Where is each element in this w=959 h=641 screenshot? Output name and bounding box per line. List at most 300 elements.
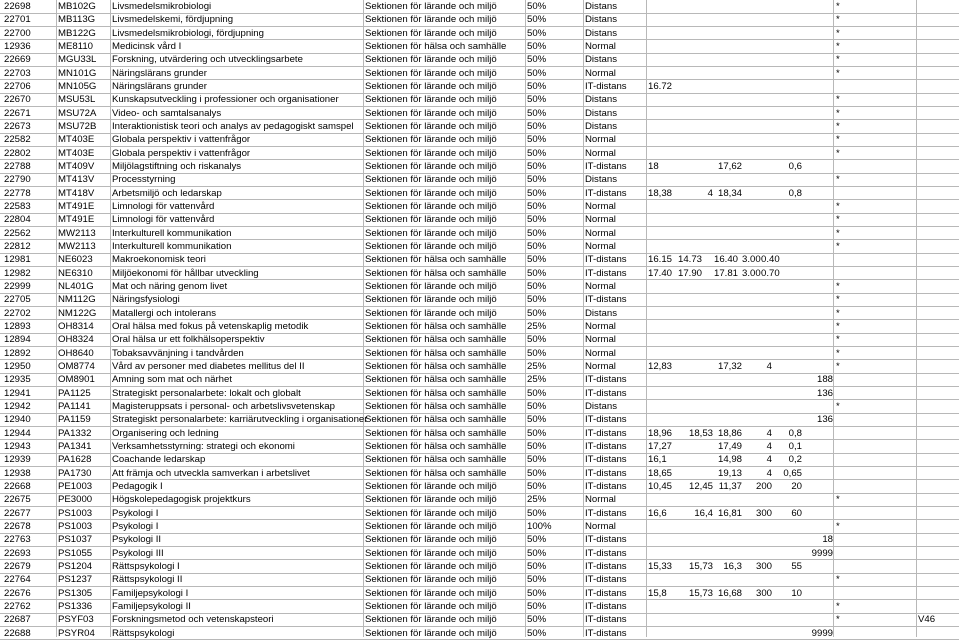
cell-star: * bbox=[836, 174, 840, 186]
cell-score-3: 17,32 bbox=[717, 360, 742, 372]
cell-course-code: MT413V bbox=[58, 174, 95, 186]
cell-course-code: PS1336 bbox=[58, 600, 93, 612]
cell-course-code: MGU33L bbox=[58, 54, 97, 66]
cell-course-code: PA1628 bbox=[58, 454, 92, 466]
cell-course-id: 12936 bbox=[4, 40, 31, 52]
cell-course-name: Psykologi III bbox=[112, 547, 164, 559]
cell-course-name: Näringslärans grunder bbox=[112, 80, 207, 92]
cell-course-name: Att främja och utveckla samverkan i arbetslivet bbox=[112, 467, 310, 479]
cell-form: Normal bbox=[585, 320, 616, 332]
cell-course-code: PA1341 bbox=[58, 440, 92, 452]
cell-course-id: 12938 bbox=[4, 467, 31, 479]
cell-star: * bbox=[836, 227, 840, 239]
cell-department: Sektionen för hälsa och samhälle bbox=[365, 440, 507, 452]
cell-pace: 50% bbox=[527, 147, 547, 159]
cell-star: * bbox=[836, 280, 840, 292]
cell-course-code: PS1305 bbox=[58, 587, 93, 599]
cell-form: Normal bbox=[585, 214, 616, 226]
cell-course-name: Högskolepedagogisk projektkurs bbox=[112, 494, 251, 506]
cell-course-id: 12982 bbox=[4, 267, 31, 279]
cell-department: Sektionen för lärande och miljö bbox=[365, 587, 497, 599]
cell-department: Sektionen för lärande och miljö bbox=[365, 160, 497, 172]
cell-department: Sektionen för lärande och miljö bbox=[365, 187, 497, 199]
cell-course-id: 12944 bbox=[4, 427, 31, 439]
cell-course-code: PS1037 bbox=[58, 534, 93, 546]
cell-course-id: 22671 bbox=[4, 107, 31, 119]
cell-course-id: 22562 bbox=[4, 227, 31, 239]
cell-course-name: Interkulturell kommunikation bbox=[112, 227, 232, 239]
cell-score-4: 300 bbox=[755, 560, 772, 572]
cell-course-id: 22687 bbox=[4, 614, 31, 626]
cell-score-4: 3.00 bbox=[742, 267, 761, 279]
cell-course-name: Livsmedelskemi, fördjupning bbox=[112, 14, 234, 26]
cell-star: * bbox=[836, 14, 840, 26]
cell-department: Sektionen för lärande och miljö bbox=[365, 547, 497, 559]
cell-course-name: Limnologi för vattenvård bbox=[112, 200, 215, 212]
cell-course-id: 12940 bbox=[4, 414, 31, 426]
cell-department: Sektionen för lärande och miljö bbox=[365, 520, 497, 532]
cell-score-1: 16,1 bbox=[648, 454, 667, 466]
cell-score-1: 16,6 bbox=[648, 507, 667, 519]
cell-course-id: 22668 bbox=[4, 480, 31, 492]
cell-course-name: Makroekonomisk teori bbox=[112, 254, 206, 266]
cell-course-code: MSU72B bbox=[58, 120, 97, 132]
cell-department: Sektionen för lärande och miljö bbox=[365, 560, 497, 572]
cell-score-5: 0.40 bbox=[761, 254, 780, 266]
cell-course-code: NE6023 bbox=[58, 254, 93, 266]
cell-course-name: Verksamhetsstyrning: strategi och ekonomi bbox=[112, 440, 295, 452]
cell-department: Sektionen för lärande och miljö bbox=[365, 600, 497, 612]
cell-form: IT-distans bbox=[585, 507, 627, 519]
cell-department: Sektionen för lärande och miljö bbox=[365, 614, 497, 626]
cell-department: Sektionen för lärande och miljö bbox=[365, 67, 497, 79]
cell-department: Sektionen för hälsa och samhälle bbox=[365, 347, 507, 359]
cell-course-name: Rättspsykologi II bbox=[112, 574, 183, 586]
cell-course-name: Magisteruppsats i personal- och arbetslivsvetenskap bbox=[112, 400, 335, 412]
cell-course-code: MW2113 bbox=[58, 227, 96, 239]
cell-course-name: Medicinsk vård I bbox=[112, 40, 182, 52]
cell-course-name: Vård av personer med diabetes mellitus del II bbox=[112, 360, 305, 372]
cell-score-3: 16,68 bbox=[717, 587, 742, 599]
cell-course-name: Processtyrning bbox=[112, 174, 176, 186]
cell-course-id: 22582 bbox=[4, 134, 31, 146]
cell-pace: 50% bbox=[527, 574, 547, 586]
cell-course-id: 22701 bbox=[4, 14, 31, 26]
cell-department: Sektionen för hälsa och samhälle bbox=[365, 387, 507, 399]
cell-score-4: 4 bbox=[766, 427, 772, 439]
cell-score-4: 4 bbox=[766, 467, 772, 479]
cell-pace: 50% bbox=[527, 214, 547, 226]
cell-pace: 50% bbox=[527, 334, 547, 346]
cell-course-code: MB122G bbox=[58, 27, 96, 39]
cell-score-2: 15,73 bbox=[688, 587, 713, 599]
cell-department: Sektionen för hälsa och samhälle bbox=[365, 414, 507, 426]
cell-score-3: 19,13 bbox=[717, 467, 742, 479]
cell-course-code: PSYR04 bbox=[58, 627, 95, 639]
cell-course-code: MT418V bbox=[58, 187, 95, 199]
cell-score-5: 0,1 bbox=[788, 440, 802, 452]
cell-score-5: 20 bbox=[791, 480, 802, 492]
cell-form: Normal bbox=[585, 240, 616, 252]
cell-course-id: 22764 bbox=[4, 574, 31, 586]
cell-course-name: Globala perspektiv i vattenfrågor bbox=[112, 147, 251, 159]
cell-pace: 50% bbox=[527, 534, 547, 546]
cell-course-name: Strategiskt personalarbete: lokalt och globalt bbox=[112, 387, 301, 399]
cell-course-code: NL401G bbox=[58, 280, 94, 292]
cell-department: Sektionen för lärande och miljö bbox=[365, 507, 497, 519]
cell-form: IT-distans bbox=[585, 600, 627, 612]
cell-course-name: Miljöekonomi för hållbar utveckling bbox=[112, 267, 259, 279]
cell-score-5: 0,6 bbox=[788, 160, 802, 172]
cell-course-code: OM8774 bbox=[58, 360, 95, 372]
cell-department: Sektionen för lärande och miljö bbox=[365, 534, 497, 546]
cell-pace: 50% bbox=[527, 387, 547, 399]
cell-course-id: 12950 bbox=[4, 360, 31, 372]
cell-course-id: 12941 bbox=[4, 387, 31, 399]
cell-course-id: 12943 bbox=[4, 440, 31, 452]
cell-form: Normal bbox=[585, 520, 616, 532]
cell-pace: 50% bbox=[527, 240, 547, 252]
cell-form: Normal bbox=[585, 134, 616, 146]
cell-course-code: PS1237 bbox=[58, 574, 93, 586]
cell-score-3: 17,62 bbox=[717, 160, 742, 172]
cell-pace: 50% bbox=[527, 267, 547, 279]
cell-course-name: Psykologi I bbox=[112, 507, 159, 519]
cell-department: Sektionen för lärande och miljö bbox=[365, 627, 497, 639]
cell-course-name: Tobaksavvänjning i tandvården bbox=[112, 347, 244, 359]
cell-form: Distans bbox=[585, 94, 617, 106]
cell-form: Distans bbox=[585, 107, 617, 119]
cell-pace: 50% bbox=[527, 507, 547, 519]
cell-pace: 100% bbox=[527, 520, 552, 532]
cell-form: Normal bbox=[585, 200, 616, 212]
cell-pace: 50% bbox=[527, 120, 547, 132]
cell-course-id: 22693 bbox=[4, 547, 31, 559]
cell-form: IT-distans bbox=[585, 440, 627, 452]
cell-department: Sektionen för hälsa och samhälle bbox=[365, 40, 507, 52]
cell-score-3: 17,49 bbox=[717, 440, 742, 452]
cell-score-7: 136 bbox=[816, 387, 833, 399]
cell-form: IT-distans bbox=[585, 414, 627, 426]
cell-score-3: 18,86 bbox=[717, 427, 742, 439]
cell-course-name: Livsmedelsmikrobiologi bbox=[112, 1, 212, 12]
cell-pace: 50% bbox=[527, 80, 547, 92]
cell-score-2: 4 bbox=[707, 187, 713, 199]
cell-form: Distans bbox=[585, 14, 617, 26]
cell-star: * bbox=[836, 520, 840, 532]
cell-form: Distans bbox=[585, 120, 617, 132]
cell-score-5: 10 bbox=[791, 587, 802, 599]
cell-department: Sektionen för hälsa och samhälle bbox=[365, 254, 507, 266]
cell-pace: 50% bbox=[527, 107, 547, 119]
cell-course-name: Strategiskt personalarbete: karriärutveckling i organisationer bbox=[112, 414, 368, 426]
cell-course-name: Forskningsmetod och vetenskapsteori bbox=[112, 614, 274, 626]
cell-course-id: 22802 bbox=[4, 147, 31, 159]
cell-score-3: 16,3 bbox=[723, 560, 742, 572]
cell-score-7: 9999 bbox=[811, 547, 833, 559]
cell-course-code: PSYF03 bbox=[58, 614, 94, 626]
cell-department: Sektionen för lärande och miljö bbox=[365, 307, 497, 319]
cell-course-name: Miljölagstiftning och riskanalys bbox=[112, 160, 242, 172]
cell-course-id: 22762 bbox=[4, 600, 31, 612]
cell-pace: 50% bbox=[527, 160, 547, 172]
cell-star: * bbox=[836, 360, 840, 372]
cell-course-code: PE1003 bbox=[58, 480, 93, 492]
cell-star: * bbox=[836, 54, 840, 66]
cell-pace: 50% bbox=[527, 14, 547, 26]
cell-course-code: MN101G bbox=[58, 67, 97, 79]
cell-score-7: 9999 bbox=[811, 627, 833, 639]
grid-row-line bbox=[0, 639, 959, 640]
cell-course-code: PA1730 bbox=[58, 467, 92, 479]
cell-star: * bbox=[836, 107, 840, 119]
cell-course-name: Pedagogik I bbox=[112, 480, 163, 492]
cell-score-2: 12,45 bbox=[688, 480, 713, 492]
cell-pace: 50% bbox=[527, 174, 547, 186]
cell-form: Normal bbox=[585, 67, 616, 79]
cell-star: * bbox=[836, 600, 840, 612]
cell-pace: 50% bbox=[527, 294, 547, 306]
cell-department: Sektionen för hälsa och samhälle bbox=[365, 374, 507, 386]
cell-star: * bbox=[836, 147, 840, 159]
cell-department: Sektionen för lärande och miljö bbox=[365, 294, 497, 306]
cell-form: Normal bbox=[585, 360, 616, 372]
cell-department: Sektionen för hälsa och samhälle bbox=[365, 267, 507, 279]
cell-pace: 50% bbox=[527, 1, 547, 12]
cell-pace: 50% bbox=[527, 440, 547, 452]
cell-pace: 50% bbox=[527, 27, 547, 39]
cell-score-1: 18,38 bbox=[648, 187, 673, 199]
cell-form: Normal bbox=[585, 147, 616, 159]
cell-pace: 50% bbox=[527, 347, 547, 359]
cell-course-code: MT409V bbox=[58, 160, 95, 172]
cell-score-5: 55 bbox=[791, 560, 802, 572]
cell-course-code: OM8901 bbox=[58, 374, 95, 386]
cell-course-id: 22705 bbox=[4, 294, 31, 306]
cell-star: * bbox=[836, 334, 840, 346]
cell-form: IT-distans bbox=[585, 254, 627, 266]
cell-pace: 50% bbox=[527, 627, 547, 639]
cell-course-name: Interkulturell kommunikation bbox=[112, 240, 232, 252]
cell-form: IT-distans bbox=[585, 480, 627, 492]
cell-course-code: PA1332 bbox=[58, 427, 92, 439]
cell-course-code: NM122G bbox=[58, 307, 97, 319]
cell-score-4: 3.00 bbox=[742, 254, 761, 266]
cell-course-code: PS1055 bbox=[58, 547, 93, 559]
cell-form: IT-distans bbox=[585, 467, 627, 479]
cell-department: Sektionen för hälsa och samhälle bbox=[365, 427, 507, 439]
cell-score-5: 60 bbox=[791, 507, 802, 519]
cell-pace: 50% bbox=[527, 454, 547, 466]
cell-star: * bbox=[836, 120, 840, 132]
cell-department: Sektionen för lärande och miljö bbox=[365, 574, 497, 586]
cell-course-code: MB113G bbox=[58, 14, 96, 26]
cell-form: Normal bbox=[585, 494, 616, 506]
cell-score-4: 4 bbox=[766, 454, 772, 466]
cell-star: * bbox=[836, 494, 840, 506]
cell-score-1: 15,8 bbox=[648, 587, 667, 599]
cell-score-1: 16.15 bbox=[648, 254, 673, 266]
cell-pace: 50% bbox=[527, 67, 547, 79]
cell-form: IT-distans bbox=[585, 267, 627, 279]
cell-department: Sektionen för lärande och miljö bbox=[365, 54, 497, 66]
cell-course-name: Oral hälsa ur ett folkhälsoperspektiv bbox=[112, 334, 265, 346]
cell-course-name: Oral hälsa med fokus på vetenskaplig metodik bbox=[112, 320, 309, 332]
cell-course-id: 22790 bbox=[4, 174, 31, 186]
cell-score-4: 300 bbox=[755, 507, 772, 519]
cell-course-code: NM112G bbox=[58, 294, 96, 306]
cell-course-id: 22676 bbox=[4, 587, 31, 599]
cell-form: IT-distans bbox=[585, 454, 627, 466]
cell-course-code: PE3000 bbox=[58, 494, 93, 506]
cell-course-id: 22778 bbox=[4, 187, 31, 199]
cell-pace: 50% bbox=[527, 200, 547, 212]
cell-pace: 50% bbox=[527, 587, 547, 599]
cell-course-id: 22679 bbox=[4, 560, 31, 572]
cell-department: Sektionen för lärande och miljö bbox=[365, 480, 497, 492]
cell-score-5: 0,65 bbox=[783, 467, 802, 479]
cell-form: Distans bbox=[585, 307, 617, 319]
cell-department: Sektionen för lärande och miljö bbox=[365, 227, 497, 239]
cell-star: * bbox=[836, 214, 840, 226]
cell-score-7: 136 bbox=[816, 414, 833, 426]
cell-pace: 25% bbox=[527, 320, 547, 332]
cell-course-id: 22698 bbox=[4, 1, 31, 12]
cell-star: * bbox=[836, 294, 840, 306]
cell-course-id: 12935 bbox=[4, 374, 31, 386]
cell-star: * bbox=[836, 40, 840, 52]
cell-course-name: Interaktionistisk teori och analys av pedagogiskt samspel bbox=[112, 120, 354, 132]
cell-score-1: 18,65 bbox=[648, 467, 673, 479]
cell-star: * bbox=[836, 1, 840, 12]
cell-form: IT-distans bbox=[585, 387, 627, 399]
cell-pace: 25% bbox=[527, 494, 547, 506]
cell-score-7: 18 bbox=[822, 534, 833, 546]
cell-score-3: 16.40 bbox=[714, 254, 739, 266]
cell-form: Distans bbox=[585, 54, 617, 66]
cell-form: IT-distans bbox=[585, 627, 627, 639]
cell-pace: 50% bbox=[527, 480, 547, 492]
cell-course-id: 22583 bbox=[4, 200, 31, 212]
cell-pace: 50% bbox=[527, 414, 547, 426]
cell-pace: 50% bbox=[527, 600, 547, 612]
cell-course-name: Coachande ledarskap bbox=[112, 454, 206, 466]
cell-score-3: 18,34 bbox=[717, 187, 742, 199]
cell-score-1: 16.72 bbox=[648, 80, 673, 92]
cell-score-4: 4 bbox=[766, 440, 772, 452]
cell-score-1: 12,83 bbox=[648, 360, 673, 372]
cell-course-id: 22678 bbox=[4, 520, 31, 532]
cell-course-id: 22706 bbox=[4, 80, 31, 92]
cell-pace: 25% bbox=[527, 374, 547, 386]
cell-score-3: 11,37 bbox=[718, 480, 742, 492]
cell-course-id: 22688 bbox=[4, 627, 31, 639]
cell-course-name: Kunskapsutveckling i professioner och organisationer bbox=[112, 94, 339, 106]
cell-course-name: Psykologi I bbox=[112, 520, 159, 532]
cell-department: Sektionen för lärande och miljö bbox=[365, 80, 497, 92]
cell-course-id: 12939 bbox=[4, 454, 31, 466]
cell-department: Sektionen för hälsa och samhälle bbox=[365, 454, 507, 466]
cell-star: * bbox=[836, 240, 840, 252]
cell-course-code: PS1003 bbox=[58, 507, 93, 519]
cell-course-name: Globala perspektiv i vattenfrågor bbox=[112, 134, 251, 146]
cell-course-id: 12942 bbox=[4, 400, 31, 412]
cell-department: Sektionen för lärande och miljö bbox=[365, 107, 497, 119]
cell-course-name: Familjepsykologi I bbox=[112, 587, 189, 599]
cell-course-code: MW2113 bbox=[58, 240, 96, 252]
cell-form: Normal bbox=[585, 347, 616, 359]
cell-score-1: 17.40 bbox=[648, 267, 673, 279]
cell-pace: 50% bbox=[527, 54, 547, 66]
cell-department: Sektionen för hälsa och samhälle bbox=[365, 334, 507, 346]
cell-department: Sektionen för lärande och miljö bbox=[365, 14, 497, 26]
cell-star: * bbox=[836, 94, 840, 106]
cell-pace: 50% bbox=[527, 254, 547, 266]
cell-score-1: 17,27 bbox=[648, 440, 673, 452]
cell-course-name: Arbetsmiljö och ledarskap bbox=[112, 187, 222, 199]
cell-score-2: 17.90 bbox=[678, 267, 703, 279]
cell-course-code: OH8314 bbox=[58, 320, 94, 332]
cell-pace: 50% bbox=[527, 547, 547, 559]
cell-form: IT-distans bbox=[585, 560, 627, 572]
cell-form: IT-distans bbox=[585, 374, 627, 386]
cell-score-4: 300 bbox=[755, 587, 772, 599]
cell-department: Sektionen för lärande och miljö bbox=[365, 494, 497, 506]
cell-score-5: 0,8 bbox=[788, 187, 802, 199]
cell-score-7: 188 bbox=[816, 374, 833, 386]
cell-course-name: Amning som mat och närhet bbox=[112, 374, 232, 386]
cell-star: * bbox=[836, 200, 840, 212]
cell-department: Sektionen för lärande och miljö bbox=[365, 214, 497, 226]
cell-course-code: MB102G bbox=[58, 1, 96, 12]
cell-department: Sektionen för lärande och miljö bbox=[365, 134, 497, 146]
cell-form: Normal bbox=[585, 334, 616, 346]
cell-course-code: PA1141 bbox=[58, 400, 91, 412]
cell-course-name: Rättspsykologi bbox=[112, 627, 175, 639]
cell-course-id: 22788 bbox=[4, 160, 31, 172]
cell-score-2: 15,73 bbox=[688, 560, 713, 572]
cell-course-name: Matallergi och intolerans bbox=[112, 307, 216, 319]
cell-course-id: 22999 bbox=[4, 280, 31, 292]
cell-star: * bbox=[836, 400, 840, 412]
cell-course-id: 22763 bbox=[4, 534, 31, 546]
cell-department: Sektionen för lärande och miljö bbox=[365, 200, 497, 212]
cell-pace: 50% bbox=[527, 307, 547, 319]
cell-pace: 50% bbox=[527, 280, 547, 292]
cell-form: Distans bbox=[585, 174, 617, 186]
cell-course-code: MT491E bbox=[58, 200, 95, 212]
cell-course-code: ME8110 bbox=[58, 40, 94, 52]
cell-form: IT-distans bbox=[585, 587, 627, 599]
cell-course-code: PS1003 bbox=[58, 520, 93, 532]
cell-course-code: MSU72A bbox=[58, 107, 97, 119]
cell-department: Sektionen för hälsa och samhälle bbox=[365, 320, 507, 332]
cell-form: Normal bbox=[585, 280, 616, 292]
cell-form: IT-distans bbox=[585, 534, 627, 546]
cell-pace: 50% bbox=[527, 227, 547, 239]
cell-form: Distans bbox=[585, 400, 617, 412]
cell-form: IT-distans bbox=[585, 574, 627, 586]
cell-course-code: OH8324 bbox=[58, 334, 94, 346]
cell-score-1: 10,45 bbox=[648, 480, 673, 492]
cell-course-name: Livsmedelsmikrobiologi, fördjupning bbox=[112, 27, 264, 39]
cell-course-code: NE6310 bbox=[58, 267, 93, 279]
cell-course-name: Mat och näring genom livet bbox=[112, 280, 228, 292]
cell-score-5: 0,2 bbox=[788, 454, 802, 466]
cell-course-name: Limnologi för vattenvård bbox=[112, 214, 215, 226]
cell-course-id: 22703 bbox=[4, 67, 31, 79]
cell-course-code: MT403E bbox=[58, 147, 95, 159]
